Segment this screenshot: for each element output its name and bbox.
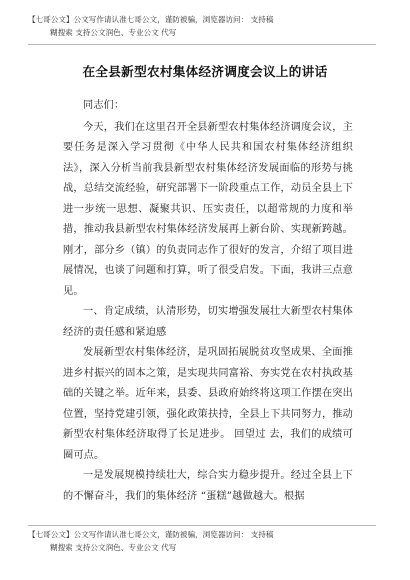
salutation: 同志们： — [83, 100, 125, 111]
footer-line-1: 【七哥公文】公文写作请认准七哥公文，谨防被骗，浏览器访问： 支持稿 — [28, 530, 274, 539]
page-footer — [28, 528, 388, 554]
page-header — [28, 13, 388, 39]
header-divider — [28, 44, 376, 45]
paragraph-point-1: 一是发展规模持续壮大，综合实力稳步提升。经过全县上下的不懈奋斗，我们的集体经济 “蛋糕”越做越大。根据 — [63, 470, 353, 502]
document-title: 在全县新型农村集体经济调度会议上的讲话 — [82, 64, 328, 79]
footer-line-2: 糊搜索 支持公文润色、专业公文 代写 — [50, 543, 177, 552]
header-line-1: 【七哥公文】公文写作请认准七哥公文，谨防被骗，浏览器访问： 支持稿 — [28, 15, 274, 24]
paragraph-intro: 今天，我们在这里召开全县新型农村集体经济调度会议，主要任务是深入学习贯彻《中华人民共和国农村集体经济组织法》，深入分析当前我县新型农村集体经济发展面临的形势与挑战，总结交流经验，研究部署下一阶段重点工作，动员全县上下进一步统一思想、凝聚共识、压实责任，以超常规的力度和举措，推动我县新型农村集体经济发展再上新台阶、实现新跨越。刚才，部分乡（镇）的负责同志作了很好的发言，介绍了项目进展情况，也谈了问题和打算，听了很受启发。下面，我讲三点意见。 — [63, 121, 353, 297]
header-line-2: 糊搜索 支持公文润色、专业公文 代写 — [50, 28, 177, 37]
footer-divider — [28, 525, 376, 526]
document-body — [63, 96, 353, 507]
paragraph-section-1: 发展新型农村集体经济，是巩固拓展脱贫攻坚成果、全面推进乡村振兴的固本之策，是实现共同富裕、夯实党在农村执政基础的关键之举。近年来，县委、县政府始终将这项工作摆在突出位置，坚持党建引领，强化政策扶持，全县上下共同努力，推动新型农村集体经济取得了长足进步。 回望过 去，我们的成绩可圈可点。 — [63, 347, 353, 461]
section-heading-1: 一、肯定成绩，认清形势，切实增强发展壮大新型农村集体经济的责任感和紧迫感 — [63, 306, 353, 338]
